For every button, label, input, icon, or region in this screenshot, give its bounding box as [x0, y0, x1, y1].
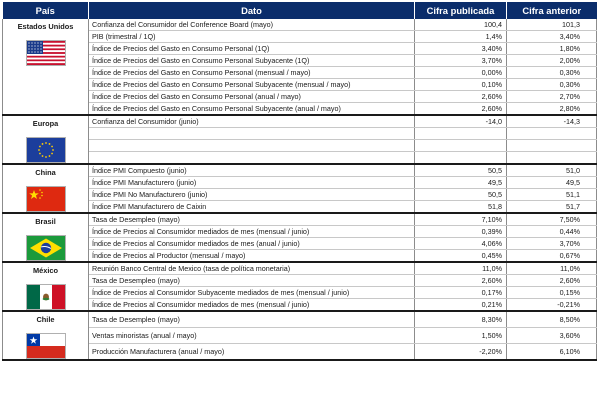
previous-value: 0,30% — [507, 67, 597, 79]
header-item: Dato — [89, 2, 415, 19]
previous-value: -14,3 — [507, 115, 597, 128]
china-flag-icon — [3, 186, 88, 212]
published-value: 49,5 — [415, 177, 507, 189]
item-label: Tasa de Desempleo (mayo) — [89, 275, 415, 287]
item-label: Índice PMI Manufacturero (junio) — [89, 177, 415, 189]
previous-value: 7,50% — [507, 213, 597, 226]
table-row — [3, 67, 597, 79]
previous-value: 3,70% — [507, 238, 597, 250]
previous-value: -0,21% — [507, 299, 597, 312]
table-row — [3, 103, 597, 116]
country-name: México — [32, 266, 59, 275]
published-value — [415, 140, 507, 152]
published-value: 2,60% — [415, 275, 507, 287]
item-label: Índice de Precios al Productor (mensual / mayo) — [89, 250, 415, 263]
previous-value: 49,5 — [507, 177, 597, 189]
item-label: PIB (trimestral / 1Q) — [89, 31, 415, 43]
item-label: Índice de Precios al Consumidor Subyacente mediados de mes (mensual / junio) — [89, 287, 415, 299]
item-label: Índice de Precios del Gasto en Consumo Personal Subyacente (anual / mayo) — [89, 103, 415, 116]
country-cell — [3, 213, 89, 262]
published-value: 2,60% — [415, 91, 507, 103]
table-row — [3, 328, 597, 344]
item-label: Tasa de Desempleo (mayo) — [89, 213, 415, 226]
table-row — [3, 79, 597, 91]
previous-value: 2,70% — [507, 91, 597, 103]
table-row — [3, 343, 597, 360]
table-row — [3, 201, 597, 214]
table-row — [3, 164, 597, 177]
published-value — [415, 152, 507, 165]
item-label: Índice PMI No Manufacturero (junio) — [89, 189, 415, 201]
previous-value: 101,3 — [507, 19, 597, 31]
previous-value — [507, 152, 597, 165]
previous-value: 2,80% — [507, 103, 597, 116]
item-label — [89, 128, 415, 140]
item-label — [89, 140, 415, 152]
previous-value: 0,15% — [507, 287, 597, 299]
table-row — [3, 91, 597, 103]
item-label: Índice de Precios del Gasto en Consumo Personal (mensual / mayo) — [89, 67, 415, 79]
published-value: 51,8 — [415, 201, 507, 214]
item-label: Índice de Precios al Consumidor mediados de mes (anual / junio) — [89, 238, 415, 250]
country-cell — [3, 164, 89, 213]
table-body — [3, 19, 597, 360]
published-value: -14,0 — [415, 115, 507, 128]
table-row — [3, 115, 597, 128]
item-label: Índice PMI Manufacturero de Caixin — [89, 201, 415, 214]
published-value: 0,00% — [415, 67, 507, 79]
previous-value: 0,67% — [507, 250, 597, 263]
item-label: Tasa de Desempleo (mayo) — [89, 311, 415, 328]
header-country: País — [3, 2, 89, 19]
country-name: Brasil — [35, 217, 56, 226]
previous-value: 51,7 — [507, 201, 597, 214]
previous-value: 6,10% — [507, 343, 597, 360]
table-row — [3, 275, 597, 287]
published-value: -2,20% — [415, 343, 507, 360]
published-value: 0,45% — [415, 250, 507, 263]
chile-flag-icon — [3, 333, 88, 359]
published-value: 50,5 — [415, 164, 507, 177]
table-row — [3, 311, 597, 328]
mexico-flag-icon — [3, 284, 88, 310]
table-row — [3, 19, 597, 31]
item-label: Índice de Precios del Gasto en Consumo Personal Subyacente (mensual / mayo) — [89, 79, 415, 91]
previous-value: 3,60% — [507, 328, 597, 344]
table-row — [3, 128, 597, 140]
published-value: 3,40% — [415, 43, 507, 55]
published-value: 4,06% — [415, 238, 507, 250]
previous-value — [507, 140, 597, 152]
table-row — [3, 189, 597, 201]
header-previous: Cifra anterior — [507, 2, 597, 19]
country-cell — [3, 311, 89, 360]
published-value: 2,60% — [415, 103, 507, 116]
published-value: 0,39% — [415, 226, 507, 238]
table-row — [3, 226, 597, 238]
item-label: Confianza del Consumidor (junio) — [89, 115, 415, 128]
item-label: Índice de Precios del Gasto en Consumo Personal (anual / mayo) — [89, 91, 415, 103]
item-label — [89, 152, 415, 165]
published-value: 0,21% — [415, 299, 507, 312]
table-row — [3, 43, 597, 55]
previous-value: 11,0% — [507, 262, 597, 275]
previous-value: 0,30% — [507, 79, 597, 91]
previous-value: 2,00% — [507, 55, 597, 67]
published-value: 11,0% — [415, 262, 507, 275]
item-label: Índice PMI Compuesto (junio) — [89, 164, 415, 177]
published-value: 1,50% — [415, 328, 507, 344]
published-value: 8,30% — [415, 311, 507, 328]
table-row — [3, 287, 597, 299]
published-value: 3,70% — [415, 55, 507, 67]
published-value: 7,10% — [415, 213, 507, 226]
previous-value: 0,44% — [507, 226, 597, 238]
previous-value: 2,60% — [507, 275, 597, 287]
published-value: 0,17% — [415, 287, 507, 299]
country-name: Chile — [36, 315, 55, 324]
item-label: Reunión Banco Central de Mexico (tasa de política monetaria) — [89, 262, 415, 275]
item-label: Índice de Precios al Consumidor mediados de mes (mensual / junio) — [89, 299, 415, 312]
country-cell — [3, 19, 89, 115]
table-row — [3, 55, 597, 67]
usa-flag-icon — [3, 40, 88, 66]
table-row — [3, 262, 597, 275]
table-row — [3, 250, 597, 263]
country-name: Estados Unidos — [17, 22, 74, 31]
published-value: 50,5 — [415, 189, 507, 201]
item-label: Producción Manufacturera (anual / mayo) — [89, 343, 415, 360]
item-label: Confianza del Consumidor del Conference Board (mayo) — [89, 19, 415, 31]
item-label: Índice de Precios al Consumidor mediados de mes (mensual / junio) — [89, 226, 415, 238]
table-header-row — [3, 2, 597, 19]
country-name: Europa — [32, 119, 59, 128]
table-row — [3, 152, 597, 165]
country-cell — [3, 262, 89, 311]
brazil-flag-icon — [3, 235, 88, 261]
previous-value: 51,0 — [507, 164, 597, 177]
previous-value: 3,40% — [507, 31, 597, 43]
published-value: 100,4 — [415, 19, 507, 31]
published-value: 0,10% — [415, 79, 507, 91]
country-name: China — [35, 168, 56, 177]
table-row — [3, 213, 597, 226]
previous-value: 51,1 — [507, 189, 597, 201]
previous-value: 1,80% — [507, 43, 597, 55]
table-row — [3, 140, 597, 152]
item-label: Índice de Precios del Gasto en Consumo Personal Subyacente (1Q) — [89, 55, 415, 67]
table-row — [3, 177, 597, 189]
economic-data-table — [2, 2, 597, 361]
eu-flag-icon — [3, 137, 88, 163]
published-value: 1,4% — [415, 31, 507, 43]
table-row — [3, 31, 597, 43]
previous-value — [507, 128, 597, 140]
table-row — [3, 238, 597, 250]
previous-value: 8,50% — [507, 311, 597, 328]
country-cell — [3, 115, 89, 164]
published-value — [415, 128, 507, 140]
table-row — [3, 299, 597, 312]
header-published: Cifra publicada — [415, 2, 507, 19]
item-label: Ventas minoristas (anual / mayo) — [89, 328, 415, 344]
item-label: Índice de Precios del Gasto en Consumo Personal (1Q) — [89, 43, 415, 55]
